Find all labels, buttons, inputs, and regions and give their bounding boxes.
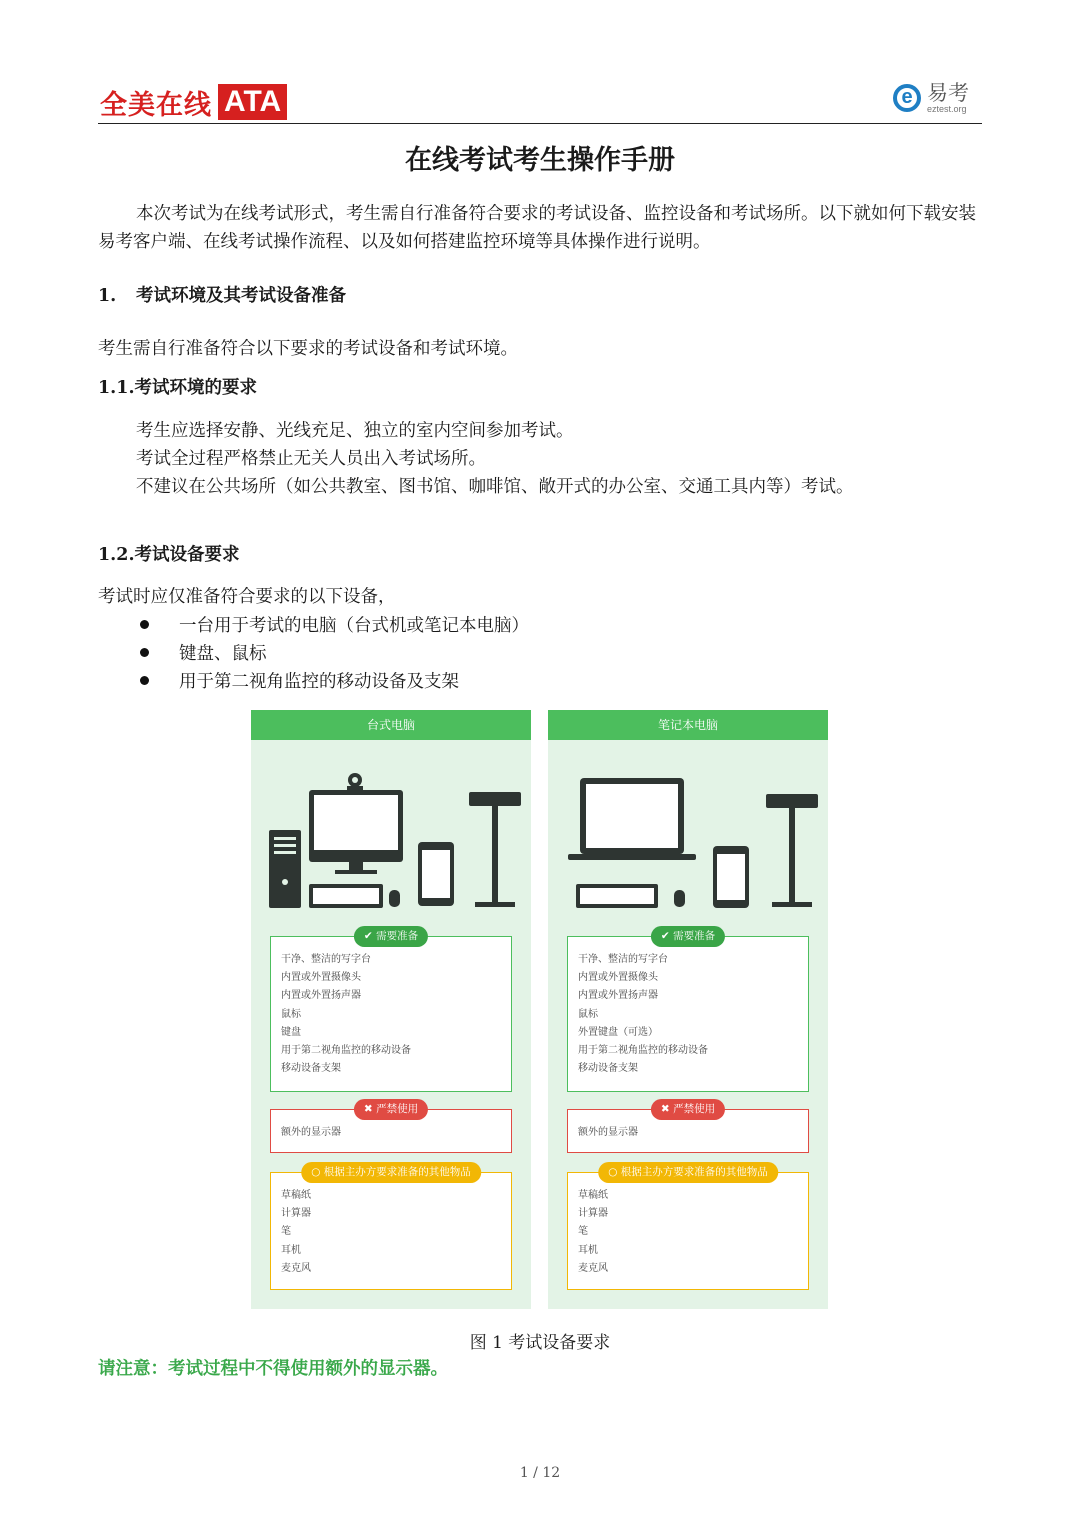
circle-icon: ○ [608,1166,621,1178]
list-item: 内置或外置扬声器 [281,990,361,1002]
laptop-setup-illustration [548,742,828,917]
list-item: 耳机 [578,1244,598,1256]
other-items-box [270,1166,512,1290]
list-item: 移动设备支架 [578,1063,638,1075]
env-line-2: 考试全过程严格禁止无关人员出入考试场所。 [136,449,486,469]
other-items-box [567,1166,809,1290]
list-item: 干净、整洁的写字台 [281,954,371,965]
figure-caption: 图 1 考试设备要求 [469,1333,611,1353]
section-1-1-heading: 1.1.考试环境的要求 [98,378,258,398]
list-item: 键盘 [281,1026,301,1038]
cross-icon: ✖ [363,1103,377,1115]
list-item: 键盘、鼠标 [98,638,529,666]
bullet-dot-icon [140,676,149,685]
list-item: 计算器 [281,1208,311,1220]
warning-note: 请注意：考试过程中不得使用额外的显示器。 [98,1359,448,1379]
section-1-2-heading: 1.2.考试设备要求 [98,545,240,565]
list-item: 干净、整洁的写字台 [578,954,668,965]
list-item: 用于第二视角监控的移动设备 [578,1045,708,1057]
list-item: 麦克风 [281,1262,311,1274]
list-item: 用于第二视角监控的移动设备及支架 [98,666,529,694]
list-item: 计算器 [578,1208,608,1220]
env-line-3: 不建议在公共场所（如公共教室、图书馆、咖啡馆、敞开式的办公室、交通工具内等）考试。 [136,477,854,497]
list-item: 移动设备支架 [281,1063,341,1075]
required-pill: ✔ 需要准备 [651,926,725,947]
ata-logo [100,82,287,122]
section-1-text: 考生需自行准备符合以下要求的考试设备和考试环境。 [98,339,518,359]
list-item: 耳机 [281,1244,301,1256]
required-box [567,930,809,1092]
laptop-panel-title: 笔记本电脑 [548,710,828,740]
bullet-dot-icon [140,620,149,629]
bullet-dot-icon [140,648,149,657]
forbidden-box [567,1103,809,1153]
circle-icon: ○ [311,1166,324,1178]
desktop-panel [251,710,531,1309]
list-item: 草稿纸 [578,1190,608,1201]
list-item: 用于第二视角监控的移动设备 [281,1045,411,1057]
section-1-number: 1. [98,286,117,306]
required-box [270,930,512,1092]
list-item: 内置或外置摄像头 [281,972,361,984]
list-item: 外置键盘（可选） [578,1026,658,1038]
list-item: 额外的显示器 [281,1127,341,1138]
forbidden-pill: ✖ 严禁使用 [651,1099,725,1120]
intro-paragraph: 本次考试为在线考试形式，考生需自行准备符合要求的考试设备、监控设备和考试场所。以下就如何下载安装易考客户端、在线考试操作流程、以及如何搭建监控环境等具体操作进行说明。 [98,204,976,252]
page-number: 1 / 12 [519,1465,561,1481]
list-item: 一台用于考试的电脑（台式机或笔记本电脑） [98,610,529,638]
desktop-panel-title: 台式电脑 [251,710,531,740]
other-items-pill: ○ 根据主办方要求准备的其他物品 [301,1162,481,1183]
section-1-heading [98,282,346,307]
section-1-title: 考试环境及其考试设备准备 [136,286,346,306]
list-item: 笔 [281,1226,291,1238]
check-icon: ✔ [660,930,674,942]
list-item: 鼠标 [281,1008,301,1020]
list-item: 内置或外置扬声器 [578,990,658,1002]
laptop-panel [548,710,828,1309]
list-item: 麦克风 [578,1262,608,1274]
device-bullet-list [98,610,529,694]
document-title: 在线考试考生操作手册 [405,145,675,176]
other-items-pill: ○ 根据主办方要求准备的其他物品 [598,1162,778,1183]
eztest-logo [893,82,969,114]
list-item: 内置或外置摄像头 [578,972,658,984]
desktop-setup-illustration [251,742,531,917]
list-item: 鼠标 [578,1008,598,1020]
forbidden-box [270,1103,512,1153]
section-1-2-text: 考试时应仅准备符合要求的以下设备， [98,587,396,607]
env-line-1: 考生应选择安静、光线充足、独立的室内空间参加考试。 [136,421,574,441]
eztest-e-icon: e [893,84,921,112]
logo-chinese-text: 全美在线 [100,89,212,121]
list-item: 草稿纸 [281,1190,311,1201]
list-item: 笔 [578,1226,588,1238]
header-divider [98,123,982,124]
cross-icon: ✖ [660,1103,674,1115]
logo-ata-text: ATA [218,84,287,120]
eztest-logo-cn: 易考 [927,81,969,105]
required-pill: ✔ 需要准备 [354,926,428,947]
device-requirements-figure [251,710,829,1309]
list-item: 额外的显示器 [578,1127,638,1138]
eztest-logo-url: eztest.org [927,104,967,114]
check-icon: ✔ [363,930,377,942]
forbidden-pill: ✖ 严禁使用 [354,1099,428,1120]
